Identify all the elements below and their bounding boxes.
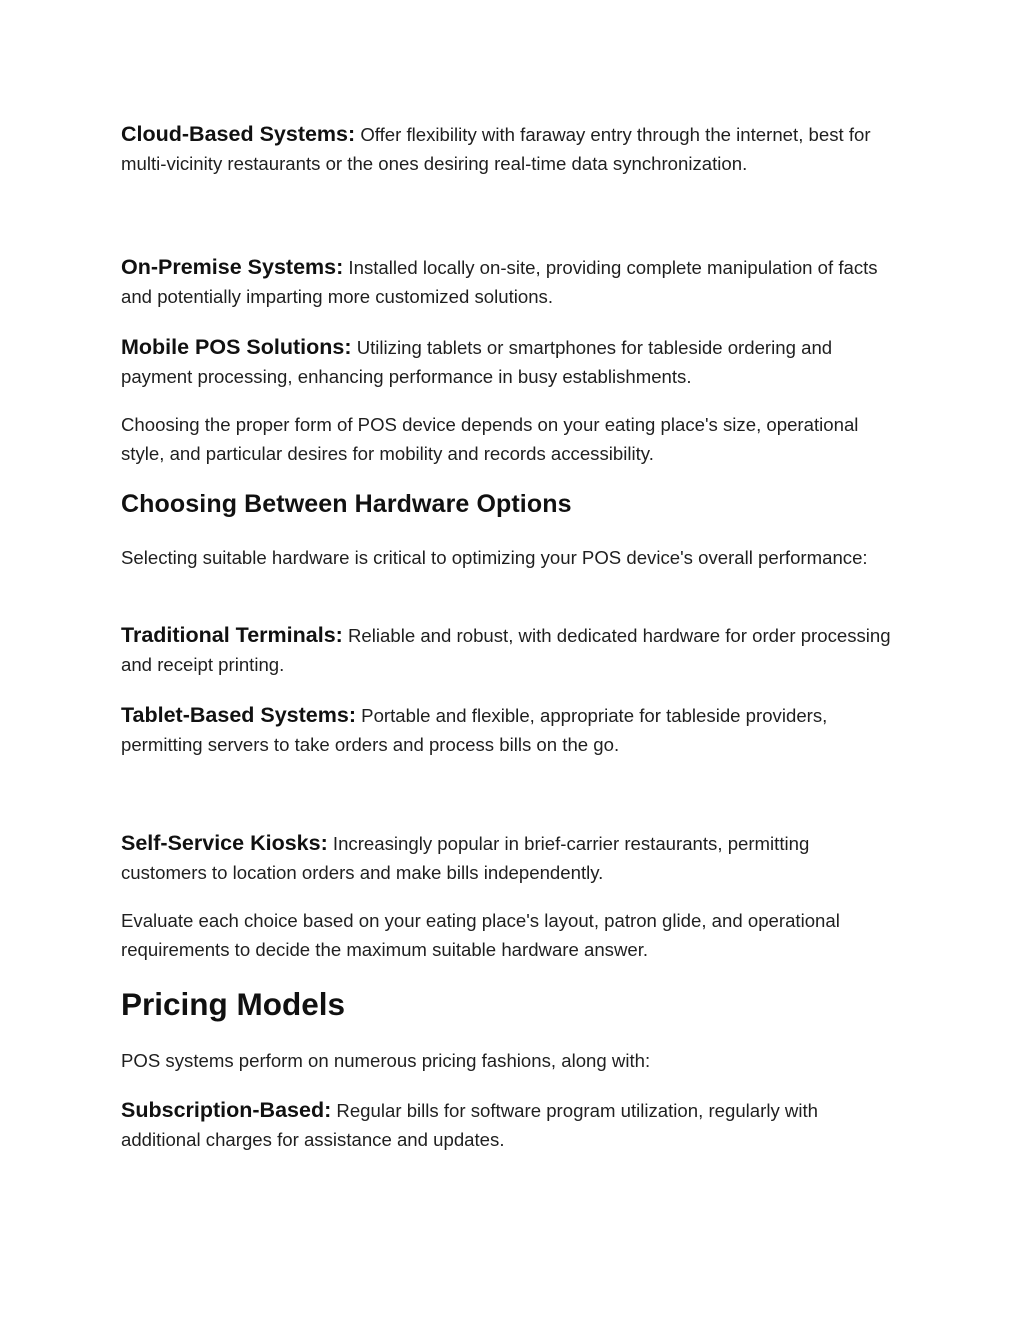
traditional-terminals-paragraph xyxy=(121,621,896,679)
pricing-intro-paragraph: POS systems perform on numerous pricing fashions, along with: xyxy=(121,1050,651,1071)
pricing-heading: Pricing Models xyxy=(121,986,346,1022)
mobile-pos-term: Mobile POS Solutions: xyxy=(121,335,352,359)
choosing-paragraph: Choosing the proper form of POS device depends on your eating place's size, operational style, and particular desires for mobility and records accessibility. xyxy=(121,414,859,464)
evaluate-paragraph: Evaluate each choice based on your eating place's layout, patron glide, and operational requirements to decide the maximum suitable hardware answer. xyxy=(121,910,840,960)
tablet-based-term: Tablet-Based Systems: xyxy=(121,703,356,727)
hardware-heading: Choosing Between Hardware Options xyxy=(121,490,572,518)
tablet-based-paragraph xyxy=(121,701,896,759)
self-service-kiosks-paragraph xyxy=(121,829,896,887)
self-service-kiosks-text: Increasingly popular in brief-carrier restaurants, permitting customers to location orders and make bills independently. xyxy=(121,833,810,883)
self-service-kiosks-term: Self-Service Kiosks: xyxy=(121,831,328,855)
on-premise-term: On-Premise Systems: xyxy=(121,255,344,279)
tablet-based-text: Portable and flexible, appropriate for tableside providers, permitting servers to take orders and process bills on the go. xyxy=(121,705,828,755)
on-premise-paragraph xyxy=(121,253,896,311)
on-premise-text: Installed locally on-site, providing complete manipulation of facts and potentially imparting more customized solutions. xyxy=(121,257,878,307)
traditional-terminals-text: Reliable and robust, with dedicated hardware for order processing and receipt printing. xyxy=(121,625,891,675)
hardware-intro-paragraph: Selecting suitable hardware is critical to optimizing your POS device's overall performance: xyxy=(121,547,868,568)
mobile-pos-paragraph xyxy=(121,333,896,391)
cloud-based-text: Offer flexibility with faraway entry through the internet, best for multi-vicinity restaurants or the ones desiring real-time data synchronization. xyxy=(121,124,871,174)
mobile-pos-text: Utilizing tablets or smartphones for tableside ordering and payment processing, enhancing performance in busy establishments. xyxy=(121,337,833,387)
cloud-based-term: Cloud-Based Systems: xyxy=(121,122,356,146)
subscription-term: Subscription-Based: xyxy=(121,1098,332,1122)
subscription-text: Regular bills for software program utilization, regularly with additional charges for assistance and updates. xyxy=(121,1100,818,1150)
traditional-terminals-term: Traditional Terminals: xyxy=(121,623,343,647)
subscription-paragraph xyxy=(121,1096,896,1154)
cloud-based-paragraph xyxy=(121,120,896,178)
